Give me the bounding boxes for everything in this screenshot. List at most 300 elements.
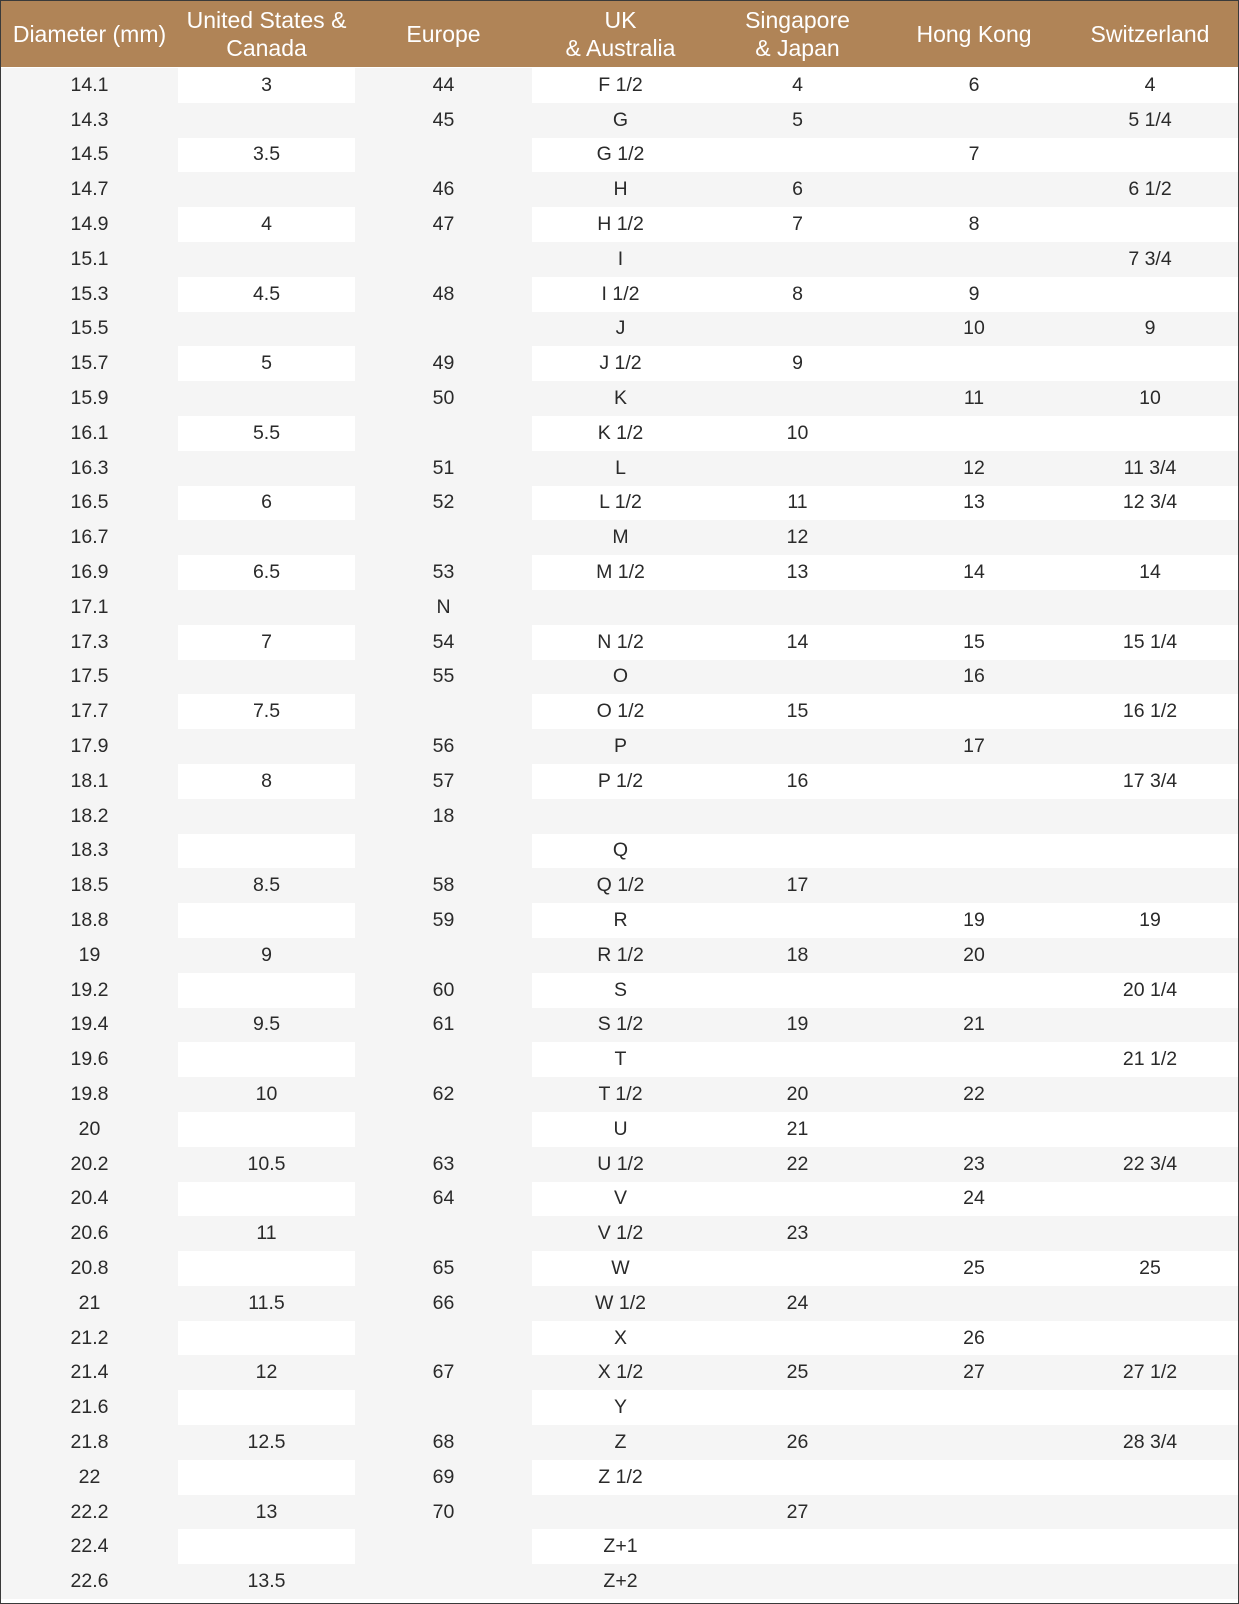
cell-us-canada: 8 [178,764,355,799]
table-row [1,68,1238,103]
table-row [1,660,1238,695]
cell-us-canada [178,834,355,869]
cell-hong-kong [886,1529,1062,1564]
cell-uk-australia: R [532,903,709,938]
cell-switzerland: 25 [1062,1251,1238,1286]
cell-switzerland [1062,868,1238,903]
cell-uk-australia: O 1/2 [532,694,709,729]
cell-uk-australia: P [532,729,709,764]
cell-switzerland: 19 [1062,903,1238,938]
cell-singapore-japan [709,1460,886,1495]
cell-singapore-japan [709,1390,886,1425]
cell-singapore-japan [709,1182,886,1217]
cell-europe [355,834,532,869]
cell-switzerland [1062,416,1238,451]
table-row [1,451,1238,486]
cell-us-canada [178,729,355,764]
table-row [1,938,1238,973]
cell-uk-australia: H [532,172,709,207]
header-singapore-japan: Singapore & Japan [745,7,850,61]
cell-uk-australia: X [532,1321,709,1356]
table-row [1,1216,1238,1251]
cell-us-canada [178,381,355,416]
cell-switzerland [1062,729,1238,764]
cell-hong-kong: 7 [886,138,1062,173]
cell-uk-australia: L [532,451,709,486]
cell-uk-australia [532,799,709,834]
cell-diameter: 16.1 [1,416,178,451]
table-row [1,381,1238,416]
cell-uk-australia: N 1/2 [532,625,709,660]
cell-singapore-japan [709,660,886,695]
cell-uk-australia: G 1/2 [532,138,709,173]
cell-europe [355,1529,532,1564]
cell-hong-kong: 14 [886,555,1062,590]
cell-us-canada: 5.5 [178,416,355,451]
cell-uk-australia: Z+2 [532,1564,709,1599]
cell-diameter: 14.5 [1,138,178,173]
table-row [1,207,1238,242]
cell-diameter: 16.9 [1,555,178,590]
cell-us-canada: 5 [178,346,355,381]
cell-switzerland: 6 1/2 [1062,172,1238,207]
cell-uk-australia: I [532,242,709,277]
cell-us-canada [178,973,355,1008]
cell-uk-australia: M [532,520,709,555]
cell-switzerland: 20 1/4 [1062,973,1238,1008]
cell-europe [355,242,532,277]
cell-uk-australia: H 1/2 [532,207,709,242]
cell-switzerland [1062,1286,1238,1321]
cell-diameter: 17.7 [1,694,178,729]
cell-us-canada [178,1321,355,1356]
cell-europe: 47 [355,207,532,242]
table-row [1,764,1238,799]
cell-switzerland [1062,1390,1238,1425]
cell-singapore-japan [709,834,886,869]
cell-uk-australia: J 1/2 [532,346,709,381]
cell-hong-kong [886,1460,1062,1495]
cell-diameter: 16.7 [1,520,178,555]
cell-diameter: 21.6 [1,1390,178,1425]
cell-europe [355,694,532,729]
table-row [1,1042,1238,1077]
cell-singapore-japan: 7 [709,207,886,242]
cell-singapore-japan: 12 [709,520,886,555]
cell-us-canada: 9 [178,938,355,973]
cell-europe: 46 [355,172,532,207]
cell-us-canada: 13 [178,1495,355,1530]
cell-uk-australia: V [532,1182,709,1217]
cell-diameter: 18.2 [1,799,178,834]
cell-europe: 64 [355,1182,532,1217]
cell-switzerland [1062,660,1238,695]
cell-hong-kong [886,242,1062,277]
cell-diameter: 20.4 [1,1182,178,1217]
table-row [1,729,1238,764]
cell-europe: 48 [355,277,532,312]
cell-switzerland: 21 1/2 [1062,1042,1238,1077]
cell-europe: 57 [355,764,532,799]
cell-diameter: 16.3 [1,451,178,486]
cell-singapore-japan: 23 [709,1216,886,1251]
cell-europe: 45 [355,103,532,138]
table-row [1,1147,1238,1182]
cell-switzerland [1062,1077,1238,1112]
cell-us-canada [178,1251,355,1286]
cell-hong-kong: 16 [886,660,1062,695]
table-row [1,346,1238,381]
cell-hong-kong [886,1390,1062,1425]
cell-uk-australia: Z 1/2 [532,1460,709,1495]
cell-hong-kong [886,799,1062,834]
cell-switzerland [1062,277,1238,312]
cell-europe: 70 [355,1495,532,1530]
cell-singapore-japan [709,242,886,277]
cell-hong-kong: 24 [886,1182,1062,1217]
cell-diameter: 19 [1,938,178,973]
cell-us-canada [178,903,355,938]
cell-diameter: 18.3 [1,834,178,869]
cell-diameter: 21.4 [1,1355,178,1390]
cell-uk-australia [532,590,709,625]
cell-uk-australia: K 1/2 [532,416,709,451]
cell-europe: 54 [355,625,532,660]
cell-diameter: 17.1 [1,590,178,625]
cell-europe [355,520,532,555]
cell-switzerland: 14 [1062,555,1238,590]
table-row [1,1182,1238,1217]
header-switzerland: Switzerland [1090,21,1210,47]
cell-singapore-japan [709,1251,886,1286]
cell-us-canada: 3 [178,68,355,103]
table-row [1,1251,1238,1286]
cell-uk-australia: Z+1 [532,1529,709,1564]
cell-switzerland [1062,799,1238,834]
table-row [1,1390,1238,1425]
cell-diameter: 20.8 [1,1251,178,1286]
cell-singapore-japan: 9 [709,346,886,381]
cell-europe: 56 [355,729,532,764]
cell-singapore-japan [709,451,886,486]
cell-diameter: 19.2 [1,973,178,1008]
cell-diameter: 15.7 [1,346,178,381]
cell-singapore-japan [709,1529,886,1564]
cell-diameter: 18.5 [1,868,178,903]
table-row [1,590,1238,625]
cell-us-canada: 10.5 [178,1147,355,1182]
table-row [1,1008,1238,1043]
cell-switzerland: 28 3/4 [1062,1425,1238,1460]
cell-europe [355,1112,532,1147]
cell-diameter: 15.5 [1,312,178,347]
table-row [1,555,1238,590]
cell-europe: 49 [355,346,532,381]
cell-uk-australia: F 1/2 [532,68,709,103]
cell-us-canada [178,660,355,695]
cell-uk-australia: T 1/2 [532,1077,709,1112]
cell-switzerland: 16 1/2 [1062,694,1238,729]
cell-us-canada [178,172,355,207]
cell-hong-kong: 9 [886,277,1062,312]
cell-singapore-japan: 21 [709,1112,886,1147]
table-row [1,1460,1238,1495]
cell-europe: 55 [355,660,532,695]
cell-singapore-japan: 13 [709,555,886,590]
cell-singapore-japan: 27 [709,1495,886,1530]
cell-europe: N [355,590,532,625]
cell-diameter: 21.8 [1,1425,178,1460]
cell-hong-kong [886,1286,1062,1321]
cell-uk-australia: J [532,312,709,347]
cell-hong-kong [886,834,1062,869]
cell-diameter: 20 [1,1112,178,1147]
cell-hong-kong: 12 [886,451,1062,486]
cell-us-canada [178,1182,355,1217]
header-hong-kong: Hong Kong [916,21,1032,47]
cell-us-canada: 12.5 [178,1425,355,1460]
cell-singapore-japan [709,729,886,764]
cell-switzerland [1062,138,1238,173]
cell-switzerland [1062,1529,1238,1564]
cell-uk-australia: U 1/2 [532,1147,709,1182]
cell-switzerland: 17 3/4 [1062,764,1238,799]
cell-europe [355,1042,532,1077]
cell-europe: 60 [355,973,532,1008]
table-row [1,277,1238,312]
cell-us-canada [178,242,355,277]
cell-hong-kong [886,346,1062,381]
cell-diameter: 22.2 [1,1495,178,1530]
cell-us-canada [178,103,355,138]
cell-us-canada [178,1390,355,1425]
cell-uk-australia: S [532,973,709,1008]
cell-switzerland [1062,938,1238,973]
cell-europe [355,1321,532,1356]
cell-switzerland: 27 1/2 [1062,1355,1238,1390]
cell-switzerland [1062,1564,1238,1599]
cell-diameter: 15.3 [1,277,178,312]
cell-singapore-japan: 10 [709,416,886,451]
cell-europe: 59 [355,903,532,938]
table-row [1,242,1238,277]
cell-diameter: 14.7 [1,172,178,207]
cell-singapore-japan [709,590,886,625]
cell-singapore-japan: 15 [709,694,886,729]
cell-us-canada: 11 [178,1216,355,1251]
cell-europe [355,1390,532,1425]
table-row [1,799,1238,834]
cell-hong-kong [886,1495,1062,1530]
cell-switzerland: 12 3/4 [1062,486,1238,521]
cell-switzerland [1062,1495,1238,1530]
cell-diameter: 22.4 [1,1529,178,1564]
table-row [1,973,1238,1008]
cell-switzerland: 5 1/4 [1062,103,1238,138]
table-row [1,1495,1238,1530]
cell-hong-kong [886,1042,1062,1077]
cell-us-canada: 13.5 [178,1564,355,1599]
cell-hong-kong: 27 [886,1355,1062,1390]
cell-diameter: 20.2 [1,1147,178,1182]
cell-singapore-japan: 24 [709,1286,886,1321]
cell-diameter: 17.3 [1,625,178,660]
cell-switzerland [1062,207,1238,242]
cell-hong-kong: 10 [886,312,1062,347]
cell-switzerland: 11 3/4 [1062,451,1238,486]
table-body [1,68,1238,1599]
table-row [1,172,1238,207]
cell-europe: 62 [355,1077,532,1112]
cell-singapore-japan: 25 [709,1355,886,1390]
cell-uk-australia: T [532,1042,709,1077]
cell-europe: 66 [355,1286,532,1321]
cell-switzerland: 4 [1062,68,1238,103]
cell-hong-kong: 19 [886,903,1062,938]
cell-us-canada [178,1042,355,1077]
cell-uk-australia: O [532,660,709,695]
header-us-canada: United States & Canada [186,7,347,61]
cell-hong-kong: 15 [886,625,1062,660]
cell-switzerland: 7 3/4 [1062,242,1238,277]
cell-hong-kong [886,416,1062,451]
cell-europe: 68 [355,1425,532,1460]
cell-singapore-japan: 19 [709,1008,886,1043]
cell-switzerland [1062,1008,1238,1043]
cell-hong-kong [886,764,1062,799]
cell-uk-australia: M 1/2 [532,555,709,590]
table-row [1,103,1238,138]
cell-us-canada: 6.5 [178,555,355,590]
cell-hong-kong: 20 [886,938,1062,973]
cell-hong-kong [886,1425,1062,1460]
cell-switzerland [1062,1321,1238,1356]
cell-diameter: 19.4 [1,1008,178,1043]
cell-switzerland [1062,1182,1238,1217]
cell-europe: 53 [355,555,532,590]
cell-uk-australia [532,1495,709,1530]
table-row [1,868,1238,903]
cell-diameter: 14.3 [1,103,178,138]
cell-hong-kong [886,520,1062,555]
cell-singapore-japan: 26 [709,1425,886,1460]
cell-diameter: 16.5 [1,486,178,521]
cell-us-canada [178,520,355,555]
table-row [1,1112,1238,1147]
table-row [1,1286,1238,1321]
cell-us-canada: 11.5 [178,1286,355,1321]
table-row [1,138,1238,173]
cell-switzerland: 9 [1062,312,1238,347]
cell-singapore-japan: 20 [709,1077,886,1112]
cell-switzerland [1062,520,1238,555]
cell-diameter: 21 [1,1286,178,1321]
cell-hong-kong [886,1564,1062,1599]
cell-europe: 61 [355,1008,532,1043]
cell-switzerland: 15 1/4 [1062,625,1238,660]
table-row [1,694,1238,729]
cell-hong-kong: 6 [886,68,1062,103]
cell-europe [355,138,532,173]
cell-diameter: 22.6 [1,1564,178,1599]
cell-switzerland [1062,1216,1238,1251]
cell-uk-australia: Q [532,834,709,869]
cell-diameter: 19.8 [1,1077,178,1112]
cell-hong-kong: 23 [886,1147,1062,1182]
cell-diameter: 20.6 [1,1216,178,1251]
cell-uk-australia: R 1/2 [532,938,709,973]
cell-diameter: 17.9 [1,729,178,764]
table-header [1,1,1238,67]
cell-diameter: 17.5 [1,660,178,695]
cell-uk-australia: Q 1/2 [532,868,709,903]
cell-uk-australia: I 1/2 [532,277,709,312]
table-row [1,312,1238,347]
cell-switzerland: 10 [1062,381,1238,416]
cell-europe: 67 [355,1355,532,1390]
cell-diameter: 15.9 [1,381,178,416]
cell-diameter: 22 [1,1460,178,1495]
cell-switzerland: 22 3/4 [1062,1147,1238,1182]
cell-uk-australia: U [532,1112,709,1147]
cell-singapore-japan [709,312,886,347]
cell-europe [355,938,532,973]
cell-hong-kong: 22 [886,1077,1062,1112]
cell-singapore-japan [709,799,886,834]
cell-uk-australia: W 1/2 [532,1286,709,1321]
cell-singapore-japan [709,138,886,173]
cell-singapore-japan [709,1042,886,1077]
table-row [1,1077,1238,1112]
table-row [1,1529,1238,1564]
cell-europe: 69 [355,1460,532,1495]
cell-hong-kong: 21 [886,1008,1062,1043]
header-uk-australia: UK & Australia [565,7,676,61]
cell-switzerland [1062,590,1238,625]
cell-singapore-japan: 14 [709,625,886,660]
cell-hong-kong [886,973,1062,1008]
cell-hong-kong: 13 [886,486,1062,521]
cell-uk-australia: P 1/2 [532,764,709,799]
cell-europe: 52 [355,486,532,521]
cell-singapore-japan [709,973,886,1008]
table-row [1,1425,1238,1460]
cell-us-canada: 7 [178,625,355,660]
cell-uk-australia: K [532,381,709,416]
cell-us-canada: 4.5 [178,277,355,312]
cell-diameter: 18.8 [1,903,178,938]
cell-hong-kong [886,103,1062,138]
cell-switzerland [1062,1112,1238,1147]
table-row [1,486,1238,521]
cell-hong-kong [886,694,1062,729]
cell-singapore-japan: 11 [709,486,886,521]
cell-us-canada: 7.5 [178,694,355,729]
cell-diameter: 19.6 [1,1042,178,1077]
cell-us-canada [178,312,355,347]
cell-singapore-japan [709,1564,886,1599]
cell-europe [355,1216,532,1251]
cell-europe [355,1564,532,1599]
cell-us-canada: 3.5 [178,138,355,173]
header-diameter: Diameter (mm) [12,21,167,47]
cell-switzerland [1062,346,1238,381]
cell-hong-kong: 11 [886,381,1062,416]
table-row [1,416,1238,451]
cell-europe: 51 [355,451,532,486]
cell-hong-kong: 17 [886,729,1062,764]
cell-us-canada: 8.5 [178,868,355,903]
